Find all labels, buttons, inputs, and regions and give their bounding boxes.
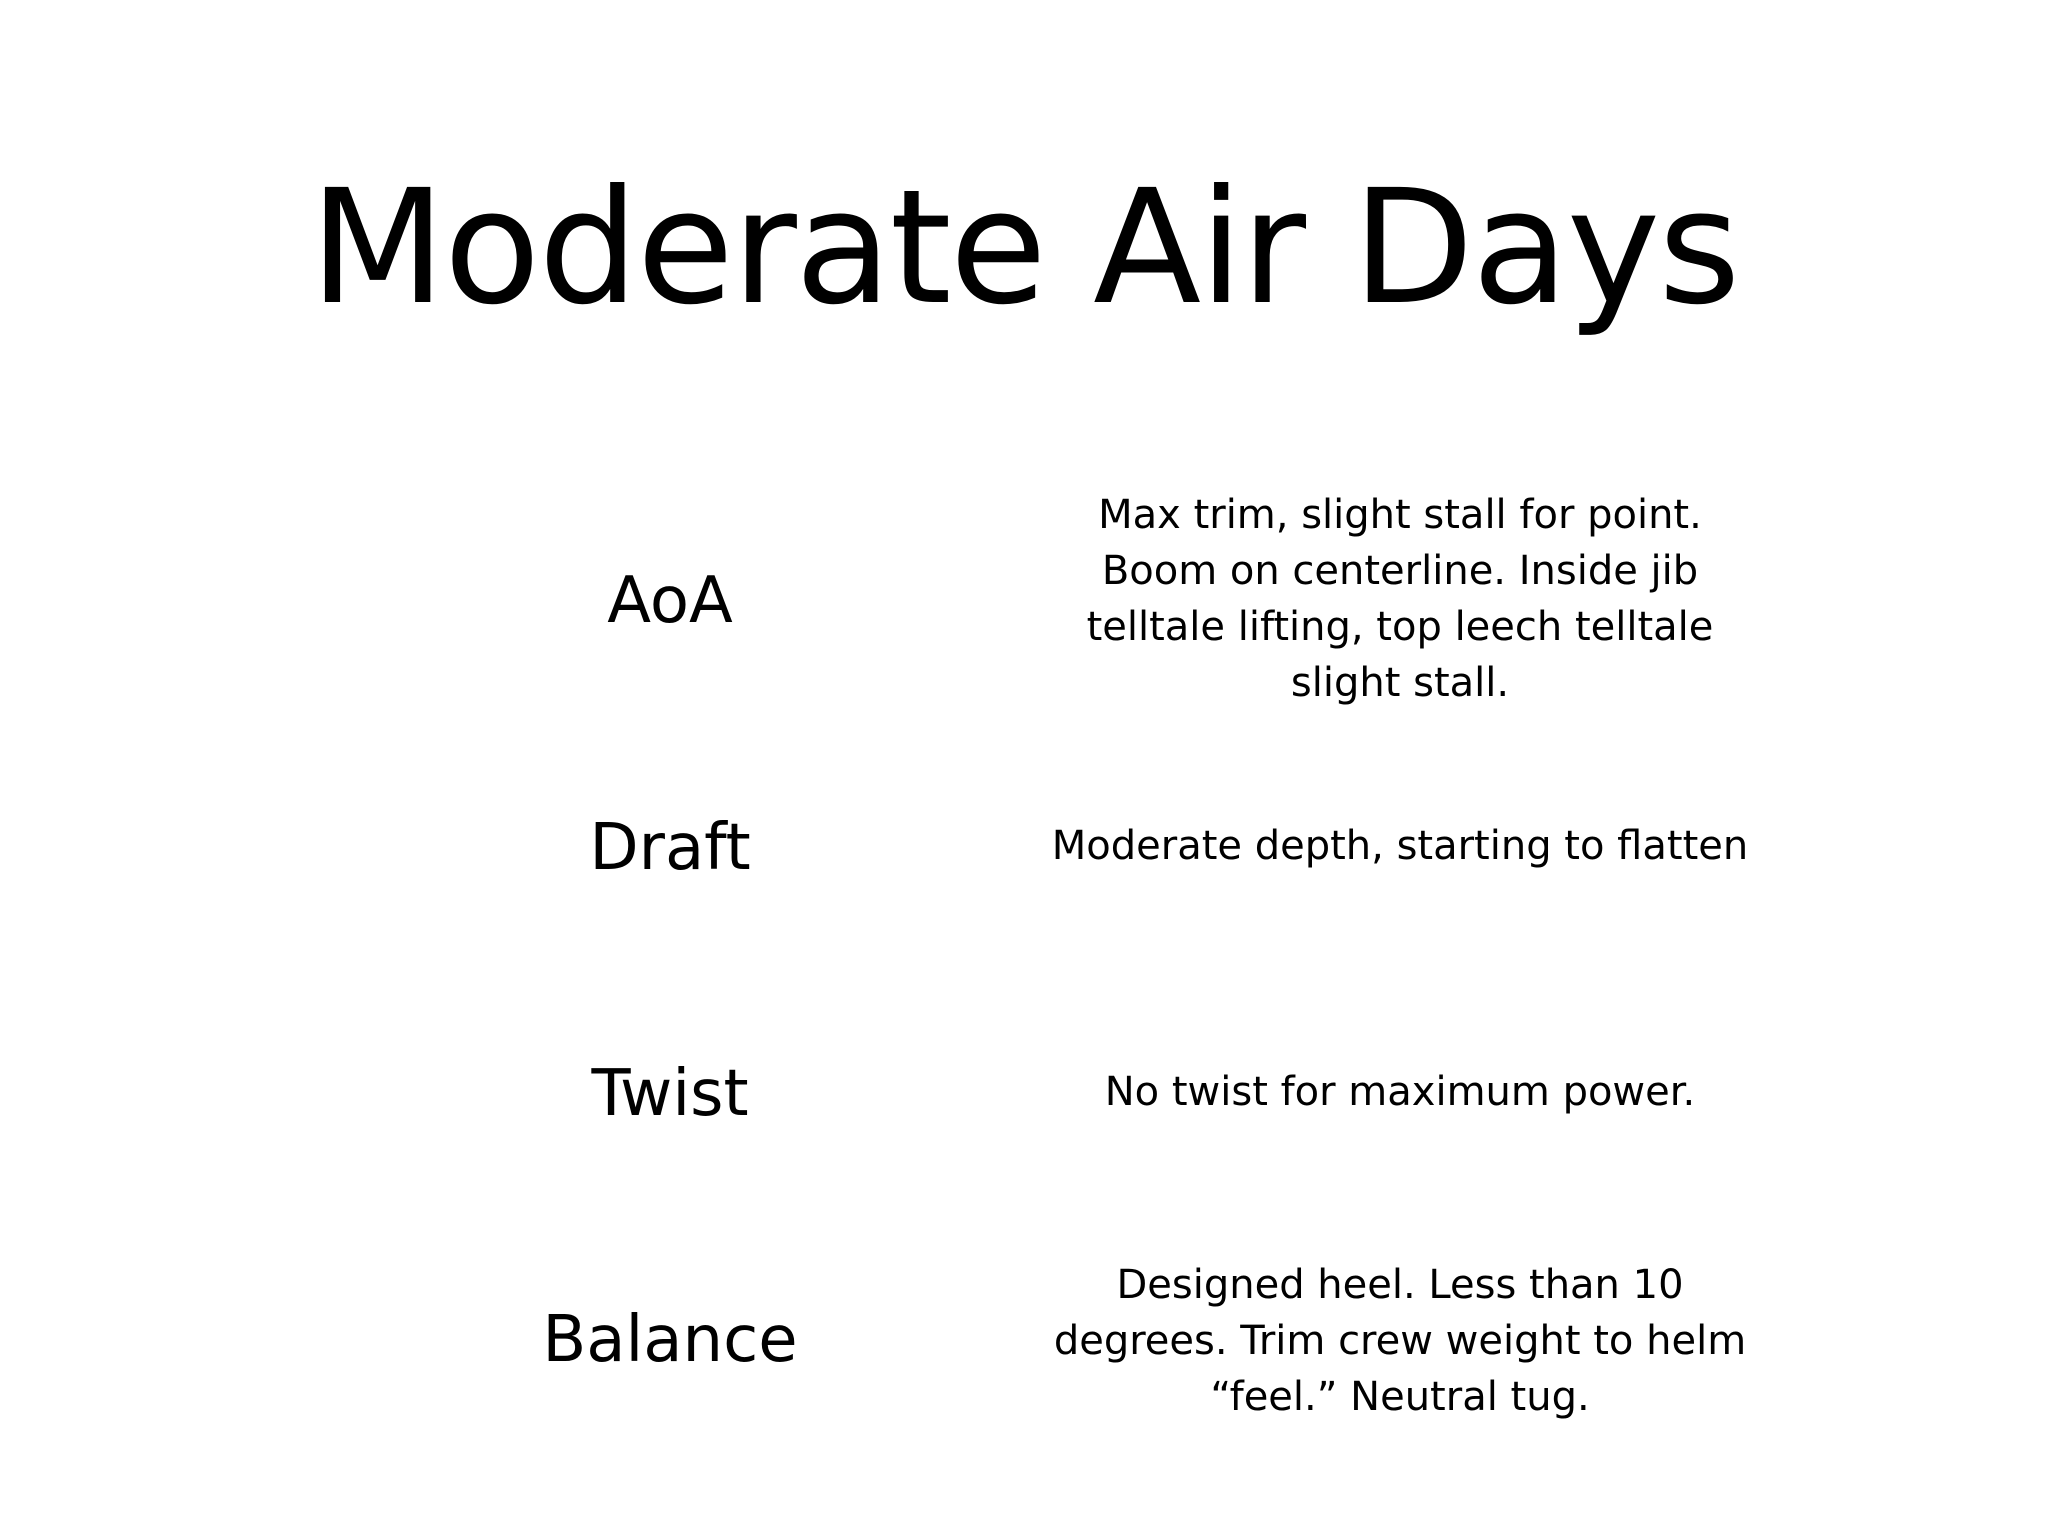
term-draft: Draft — [589, 811, 751, 885]
description-line: degrees. Trim crew weight to helm — [1053, 1318, 1747, 1364]
description-line: Moderate depth, starting to flatten — [1051, 823, 1749, 869]
description-balance — [1030, 1257, 1770, 1425]
description-draft — [1030, 818, 1770, 874]
description-line: No twist for maximum power. — [1104, 1069, 1696, 1115]
description-line: Max trim, slight stall for point. — [1098, 492, 1702, 538]
term-aoa: AoA — [607, 564, 733, 638]
description-line: slight stall. — [1290, 660, 1510, 706]
description-aoa — [1030, 487, 1770, 711]
term-balance: Balance — [542, 1303, 798, 1377]
description-line: telltale lifting, top leech telltale — [1086, 604, 1714, 650]
description-line: Boom on centerline. Inside jib — [1101, 548, 1699, 594]
description-twist — [1030, 1064, 1770, 1120]
description-line: “feel.” Neutral tug. — [1210, 1374, 1590, 1420]
description-line: Designed heel. Less than 10 — [1116, 1262, 1684, 1308]
term-twist: Twist — [591, 1057, 749, 1131]
slide-title: Moderate Air Days — [309, 156, 1739, 340]
